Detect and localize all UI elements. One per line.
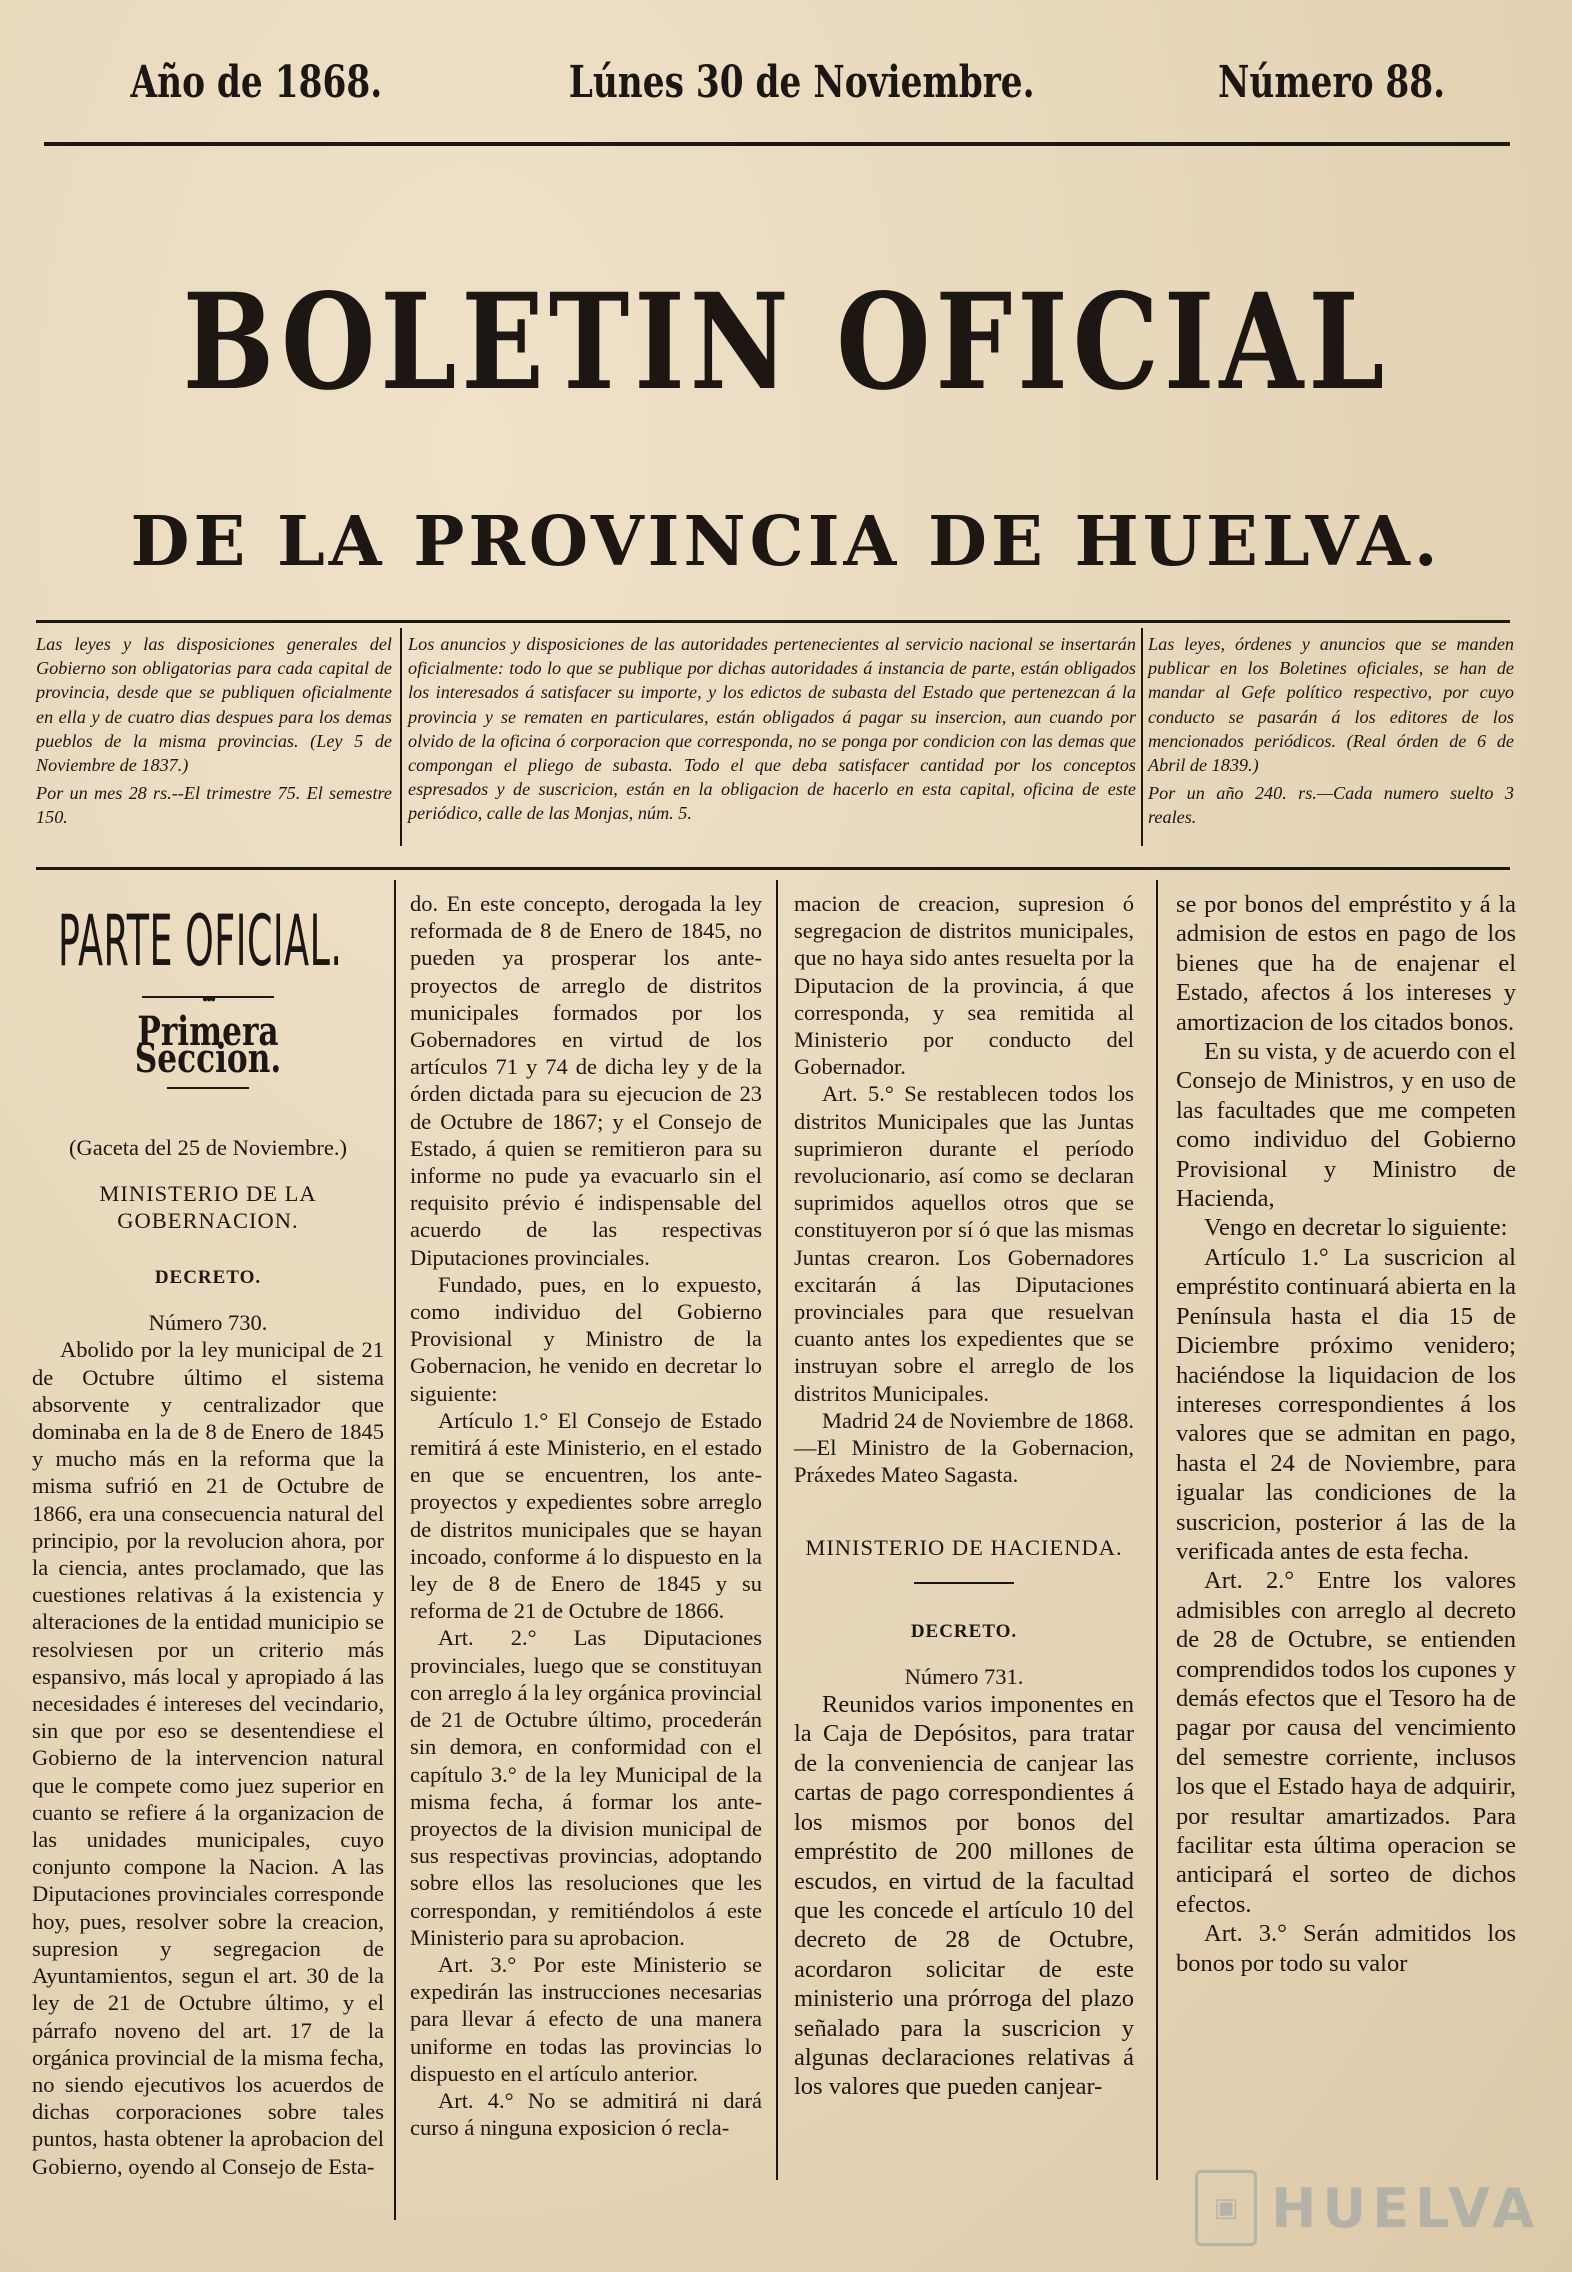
notice-right-price: Por un año 240. rs.—Cada numero suelto 3 reales. xyxy=(1148,783,1514,828)
masthead-title: BOLETIN OFICIAL xyxy=(182,265,1390,420)
paragraph: Reunidos varios imponentes en la Caja de Depósitos, para tratar de la conveniencia de canjear las cartas de pago correspondientes á los mismos por bonos del empréstito de 200 millones de escudos, en virtud de la facultad que les concede el artículo 10 del decreto de 28 de Octubre, acordaron solicitar de este ministerio una prórroga del plazo señalado para la suscricion y algunas declaraciones relativas á los valores que pueden canjear- xyxy=(794,1691,1134,2101)
header-rule xyxy=(44,142,1510,146)
paragraph: se por bonos del empréstito y á la admision de estos en pago de los bienes que ha de enajenar el Estado, afectos á los intereses y amortizacion de los citados bonos. xyxy=(1176,891,1516,1036)
column-2 xyxy=(410,890,762,2141)
notice-rule-bottom xyxy=(36,867,1510,870)
paragraph: Art. 2.° Las Diputaciones provinciales, luego que se constituyan con arreglo á la ley orgánica provincial de 21 de Octubre último, procederán sin demora, en conformidad con el capítulo 3.° de la ley Municipal de la misma fecha, á formar los ante-proyectos de la division municipal de sus respectivas provincias, adoptando sobre ellos las resoluciones que les correspondan, y remitiéndolos á este Ministerio para su aprobacion. xyxy=(410,1625,762,1950)
header-year: Año de 1868. xyxy=(130,56,383,108)
paragraph: do. En este concepto, derogada la ley reformada de 8 de Enero de 1845, no pueden ya prosperar los ante-proyectos de arreglo de distritos municipales formados por los Gobernadores en virtud de los artículos 71 y 74 de dicha ley y de la órden dictada para su ejecucion de 23 de Octubre de 1867; y el Consejo de Estado, á quien se remitieron para su informe no pude ya evacuarlo sin el requisito prévio é indispensable del acuerdo de las respectivas Diputaciones provinciales. xyxy=(410,891,762,1270)
seal-icon: ▣ xyxy=(1195,2170,1257,2246)
watermark-text: HUELVA xyxy=(1271,2176,1540,2240)
notice-divider-2 xyxy=(1141,628,1143,846)
paragraph: En su vista, y de acuerdo con el Consejo de Ministros, y en uso de las facultades que me competen como individuo del Gobierno Provisional y Ministro de Hacienda, xyxy=(1176,1038,1516,1213)
column-divider-1 xyxy=(394,880,396,2220)
masthead-subtitle: DE LA PROVINCIA DE HUELVA. xyxy=(130,502,1442,582)
gaceta-reference: (Gaceta del 25 de Noviembre.) xyxy=(69,1135,347,1161)
column-4 xyxy=(1176,890,1516,1978)
notice-rule-top xyxy=(36,620,1510,623)
ministry-heading: MINISTERIO DE LA GOBERNACION. xyxy=(99,1180,317,1233)
ministry-heading: MINISTERIO DE HACIENDA. xyxy=(805,1535,1123,1561)
paragraph: Fundado, pues, en lo expuesto, como individuo del Gobierno Provisional y Ministro de la Gobernacion, he venido en decretar lo siguiente: xyxy=(410,1271,762,1406)
header-number: Número 88. xyxy=(1217,56,1445,108)
parte-oficial-heading: PARTE OFICIAL. xyxy=(58,900,343,982)
paragraph: Art. 3.° Serán admitidos los bonos por todo su valor xyxy=(1176,1920,1516,1977)
paragraph: macion de creacion, supresion ó segregacion de distritos municipales, que no haya sido antes resuelta por la Diputacion de la provincia, á que corresponda, y sea remitida al Ministerio por conducto del Gobernador. xyxy=(794,891,1134,1080)
column-3 xyxy=(794,890,1134,2102)
notice-divider-1 xyxy=(400,628,402,846)
notice-right-text: Las leyes, órdenes y anuncios que se manden publicar en los Boletines oficiales, se han de mandar al Gefe político respectivo, por cuyo conducto se pasarán á los editores de los mencionados periódicos. (Real órden de 6 de Abril de 1839.) xyxy=(1148,634,1514,776)
notice-left-price: Por un mes 28 rs.--El trimestre 75. El semestre 150. xyxy=(36,783,392,828)
header-line xyxy=(95,52,1477,112)
paragraph: Artículo 1.° La suscricion al empréstito continuará abierta en la Península hasta el dia 15 de Diciembre próximo venidero; haciéndose la liquidacion de los intereses correspondientes á los valores que se admitan en pago, hasta el 24 de Noviembre, para igualar las condiciones de la suscricion, posterior á las de la verificada antes de esta fecha. xyxy=(1176,1243,1516,1565)
notice-left-text: Las leyes y las disposiciones generales del Gobierno son obligatorias para cada capital de provincia, desde que se publiquen oficialmente en ella y de cuatro dias despues para los demas pueblos de la misma provincias. (Ley 5 de Noviembre de 1837.) xyxy=(36,634,392,776)
column-divider-3 xyxy=(1156,880,1158,2180)
ornament-rule xyxy=(32,990,384,1004)
ornament-rule-small xyxy=(32,1082,384,1094)
decree-text: Abolido por la ley municipal de 21 de Octubre último el sistema absorvente y centralizador que dominaba en la de 8 de Enero de 1845 y mucho más en la reforma que la misma sufrió en 21 de Octubre de 1866, era una consecuencia natural del principio, por la revolucion ahora, por la ciencia, antes proclamado, que las cuestiones relativas á la existencia y alteraciones de la entidad municipio se resolviesen por un criterio más espansivo, más local y apropiado á las necesidades é intereses del vecindario, sin que por eso se desentendiese el Gobierno de la intervencion natural que le compete como juez superior en cuanto se refiere á la organizacion de las unidades municipales, cuyo conjunto compone la Nacion. A las Diputaciones provinciales corresponde hoy, pues, resolver sobre la creacion, supresion y segregacion de Ayuntamientos, segun el art. 30 de la ley de 21 de Octubre último, y el párrafo noveno del art. 17 de la orgánica provincial de la misma fecha, no siendo ejecutivos los acuerdos de dichas corporaciones sobre tales puntos, hasta obtener la aprobacion del Gobierno, oyendo al Consejo de Esta- xyxy=(32,1337,384,2179)
header-date: Lúnes 30 de Noviembre. xyxy=(568,56,1035,108)
notice-center: Los anuncios y disposiciones de las autoridades pertenecientes al servicio nacional se insertarán oficialmente: todo lo que se publique por dichas autoridades á instancia de parte, están obligados los interesados á satisfacer su importe, y los edictos de subasta del Estado que pertenezcan á la provincia y se rematen en particulares, están obligados á pagar su insercion, aun cuando por olvido de la oficina ó corporacion que corresponda, no se ponga por condicion con las demas que compongan el pliego de subasta. Todo el que deba satisfacer cantidad por los conceptos espresados y de suscricion, están en la obligacion de hacerlo en esta capital, oficina de este periódico, calle de las Monjas, núm. 5. xyxy=(408,634,1136,824)
section-heading: Primera Seccion. xyxy=(134,1008,282,1083)
signature-paragraph: Madrid 24 de Noviembre de 1868.—El Ministro de la Gobernacion, Práxedes Mateo Sagasta. xyxy=(794,1407,1134,1488)
decree-number: Número 731. xyxy=(904,1663,1024,1689)
column-1 xyxy=(32,890,384,2180)
archive-watermark xyxy=(1195,2168,1540,2248)
paragraph: Art. 2.° Entre los valores admisibles con arreglo al decreto de 28 de Octubre, se entienden comprendidos todos los cupones y demás efectos que el Tesoro ha de pagar por causa del vencimiento del semestre corriente, inclusos los que el Estado haya de adquirir, por resultar amartizados. Para facilitar esta última operacion se anticipará el sorteo de dichos efectos. xyxy=(1176,1567,1516,1918)
paragraph: Artículo 1.° El Consejo de Estado remitirá á este Ministerio, en el estado en que se encuentren, los ante-proyectos y expedientes sobre arreglo de distritos municipales que se hayan incoado, conforme á lo dispuesto en la ley de 8 de Enero de 1845 y su reforma de 21 de Octubre de 1866. xyxy=(410,1407,762,1624)
decree-heading: DECRETO. xyxy=(910,1620,1018,1642)
paragraph: Art. 3.° Por este Ministerio se expedirán las instrucciones necesarias para llevar á efecto de una manera uniforme en todas las provincias lo dispuesto en el artículo anterior. xyxy=(410,1951,762,2086)
paragraph: Vengo en decretar lo siguiente: xyxy=(1204,1214,1508,1242)
notice-right xyxy=(1148,632,1514,830)
notice-left xyxy=(36,632,392,830)
column-divider-2 xyxy=(776,880,778,2180)
decree-heading: DECRETO. xyxy=(154,1267,262,1289)
paragraph: Art. 4.° No se admitirá ni dará curso á ninguna exposicion ó recla- xyxy=(410,2087,762,2141)
decree-number: Número 730. xyxy=(148,1310,268,1336)
ornament-rule-small xyxy=(794,1578,1134,1588)
paragraph: Art. 5.° Se restablecen todos los distritos Municipales que las Juntas suprimieron durante el período revolucionario, así como se declaran suprimidos aquellos otros que se constituyeron por sí ó que las mismas Juntas crearon. Los Gobernadores excitarán á las Diputaciones provinciales para que resuelvan cuanto antes los expedientes que se instruyan sobre el arreglo de los distritos Municipales. xyxy=(794,1081,1134,1406)
